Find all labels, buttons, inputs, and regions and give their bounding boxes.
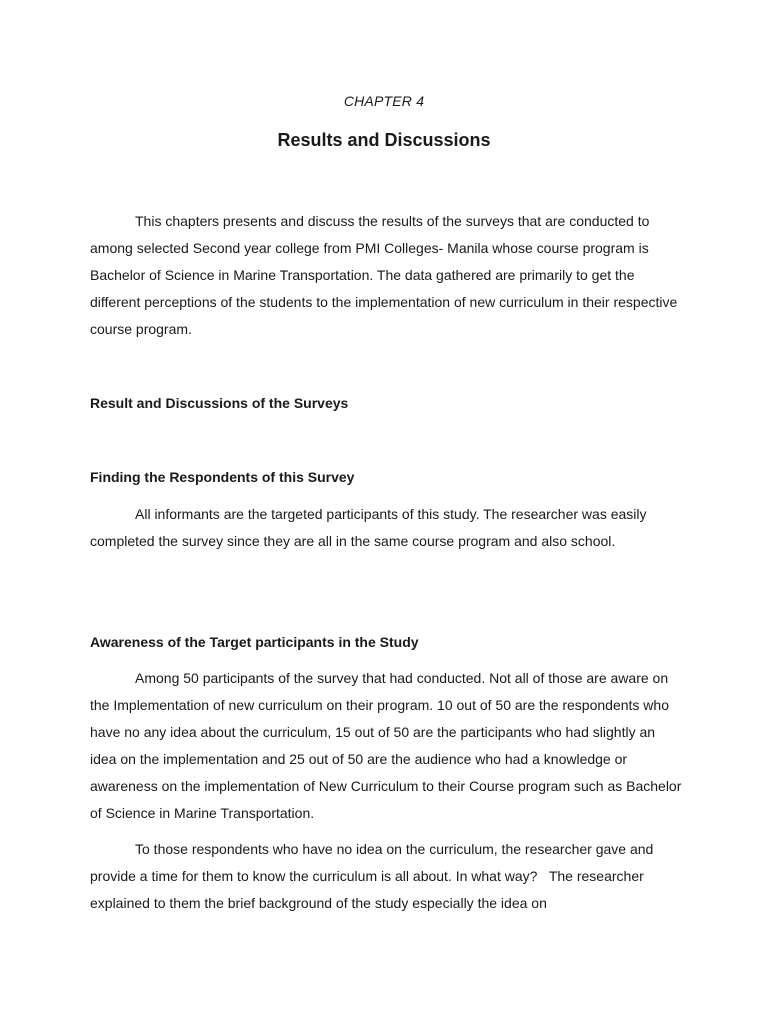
respondents-paragraph-text: All informants are the targeted participants of this study. The researcher was easily completed the survey since they are all in the same course program and also school. xyxy=(90,506,647,549)
awareness-paragraph xyxy=(90,665,682,827)
followup-paragraph-text: To those respondents who have no idea on the curriculum, the researcher gave and provide a time for them to know the curriculum is all about. In what way? The researcher explained to them the brief background of the study especially the idea on xyxy=(90,841,658,911)
awareness-heading: Awareness of the Target participants in the Study xyxy=(90,634,419,650)
intro-paragraph-text: This chapters presents and discuss the results of the surveys that are conducted to among selected Second year college from PMI Colleges- Manila whose course program is Bachelor of Science in Marine Transportation. The data gathered are primarily to get the different perceptions of the students to the implementation of new curriculum in their respective course program. xyxy=(90,213,678,337)
followup-paragraph xyxy=(90,836,682,917)
intro-paragraph xyxy=(90,208,682,343)
awareness-paragraph-text: Among 50 participants of the survey that had conducted. Not all of those are aware on the Implementation of new curriculum on their program. 10 out of 50 are the respondents who have no any idea about the curriculum, 15 out of 50 are the participants who had slightly an idea on the implementation and 25 out of 50 are the audience who had a knowledge or awareness on the implementation of New Curriculum to their Course program such as Bachelor of Science in Marine Transportation. xyxy=(90,670,682,821)
chapter-label: CHAPTER 4 xyxy=(343,93,425,109)
chapter-title: Results and Discussions xyxy=(277,130,491,150)
respondents-paragraph xyxy=(90,501,682,555)
section-heading: Result and Discussions of the Surveys xyxy=(90,395,349,411)
respondents-heading: Finding the Respondents of this Survey xyxy=(90,469,355,485)
